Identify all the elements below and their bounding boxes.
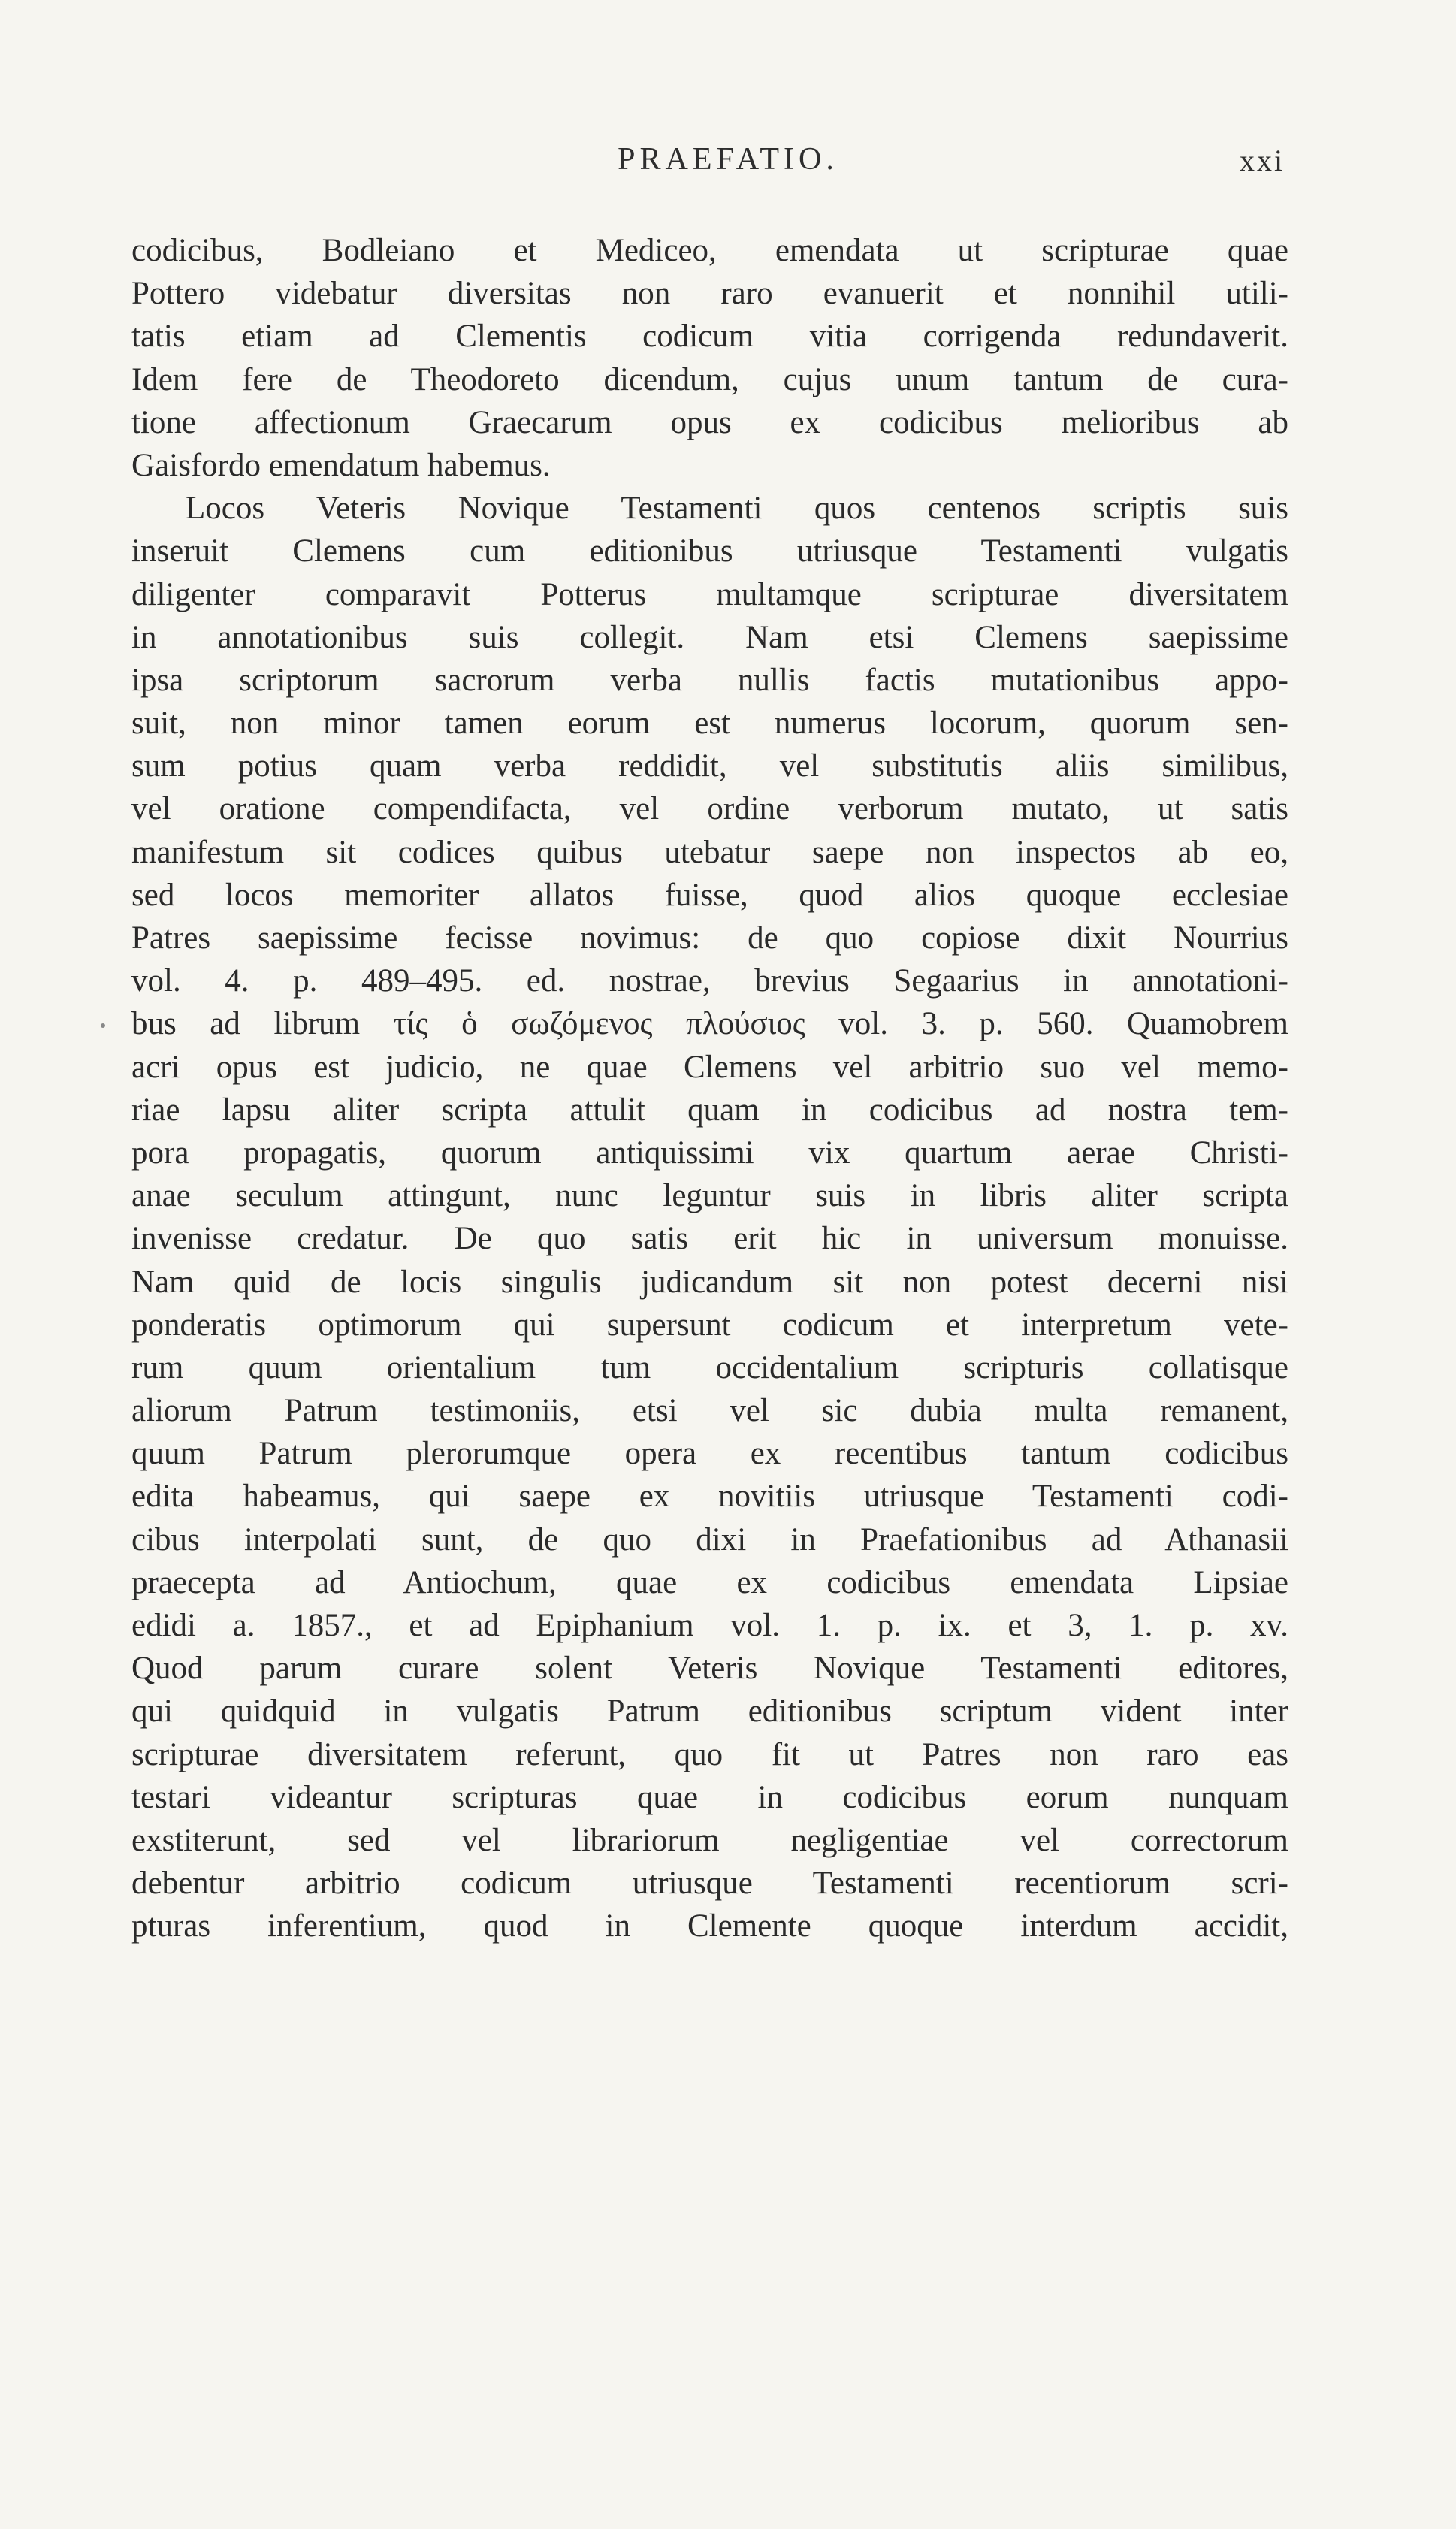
text-line: rum quum orientalium tum occidentalium scripturis collatisque — [131, 1349, 1288, 1385]
text-line: anae seculum attingunt, nunc leguntur suis in libris aliter scripta — [131, 1178, 1288, 1214]
text-line: invenisse credatur. De quo satis erit hic in universum monuisse. — [131, 1221, 1288, 1257]
text-line: aliorum Patrum testimoniis, etsi vel sic dubia multa remanent, — [131, 1393, 1288, 1429]
text-line: exstiterunt, sed vel librariorum negligentiae vel correctorum — [131, 1822, 1288, 1858]
text-line: debentur arbitrio codicum utriusque Testamenti recentiorum scri- — [131, 1866, 1288, 1902]
text-line: acri opus est judicio, ne quae Clemens vel arbitrio suo vel memo- — [131, 1049, 1288, 1085]
text-line: ponderatis optimorum qui supersunt codicum et interpretum vete- — [131, 1307, 1288, 1343]
running-title: PRAEFATIO. — [618, 142, 838, 177]
text-line: ipsa scriptorum sacrorum verba nullis factis mutationibus appo- — [131, 662, 1288, 698]
page-number: xxi — [1240, 144, 1285, 177]
text-line: sed locos memoriter allatos fuisse, quod alios quoque ecclesiae — [131, 877, 1288, 913]
text-line: tione affectionum Graecarum opus ex codicibus melioribus ab — [131, 404, 1288, 440]
text-line: cibus interpolati sunt, de quo dixi in Praefationibus ad Athanasii — [131, 1521, 1288, 1558]
text-line: in annotationibus suis collegit. Nam etsi Clemens saepissime — [131, 619, 1288, 655]
text-line: manifestum sit codices quibus utebatur saepe non inspectos ab eo, — [131, 834, 1288, 870]
text-line: inseruit Clemens cum editionibus utriusque Testamenti vulgatis — [131, 533, 1288, 570]
text-line: pturas inferentium, quod in Clemente quoque interdum accidit, — [131, 1908, 1288, 1944]
text-line: edidi a. 1857., et ad Epiphanium vol. 1. p. ix. et 3, 1. p. xv. — [131, 1608, 1288, 1643]
margin-mark — [101, 1023, 105, 1028]
text-line: qui quidquid in vulgatis Patrum editionibus scriptum vident inter — [131, 1694, 1288, 1730]
text-line: Gaisfordo emendatum habemus. — [131, 447, 551, 483]
text-line: Nam quid de locis singulis judicandum sit non potest decerni nisi — [131, 1264, 1288, 1300]
text-line: edita habeamus, qui saepe ex novitiis utriusque Testamenti codi- — [131, 1479, 1288, 1515]
text-line: Pottero videbatur diversitas non raro evanuerit et nonnihil utili- — [131, 276, 1288, 312]
text-line: codicibus, Bodleiano et Mediceo, emendata ut scripturae quae — [131, 233, 1288, 268]
text-line: vol. 4. p. 489–495. ed. nostrae, brevius Segaarius in annotationi- — [131, 963, 1288, 999]
text-line: testari videantur scripturas quae in codicibus eorum nunquam — [131, 1779, 1288, 1815]
text-line: diligenter comparavit Potterus multamque scripturae diversitatem — [131, 576, 1288, 612]
text-line: Quod parum curare solent Veteris Novique Testamenti editores, — [131, 1651, 1288, 1687]
text-line: Idem fere de Theodoreto dicendum, cujus unum tantum de cura- — [131, 361, 1288, 397]
text-line: tatis etiam ad Clementis codicum vitia corrigenda redundaverit. — [131, 319, 1288, 355]
paragraph-start-line: Locos Veteris Novique Testamenti quos centenos scriptis suis — [186, 491, 1288, 527]
text-line: quum Patrum plerorumque opera ex recentibus tantum codicibus — [131, 1436, 1288, 1472]
text-line: scripturae diversitatem referunt, quo fit ut Patres non raro eas — [131, 1736, 1288, 1772]
text-line: vel oratione compendifacta, vel ordine verborum mutato, ut satis — [131, 791, 1288, 827]
text-line: suit, non minor tamen eorum est numerus locorum, quorum sen- — [131, 706, 1288, 742]
text-line: pora propagatis, quorum antiquissimi vix quartum aerae Christi- — [131, 1135, 1288, 1171]
text-line: bus ad librum τίς ὁ σωζόμενος πλούσιος vol. 3. p. 560. Quamobrem — [131, 1006, 1288, 1042]
text-line: riae lapsu aliter scripta attulit quam in codicibus ad nostra tem- — [131, 1092, 1288, 1128]
text-line: praecepta ad Antiochum, quae ex codicibus emendata Lipsiae — [131, 1564, 1288, 1600]
text-line: sum potius quam verba reddidit, vel substitutis aliis similibus, — [131, 748, 1288, 784]
text-line: Patres saepissime fecisse novimus: de quo copiose dixit Nourrius — [131, 920, 1288, 956]
body-text — [131, 229, 1288, 1948]
